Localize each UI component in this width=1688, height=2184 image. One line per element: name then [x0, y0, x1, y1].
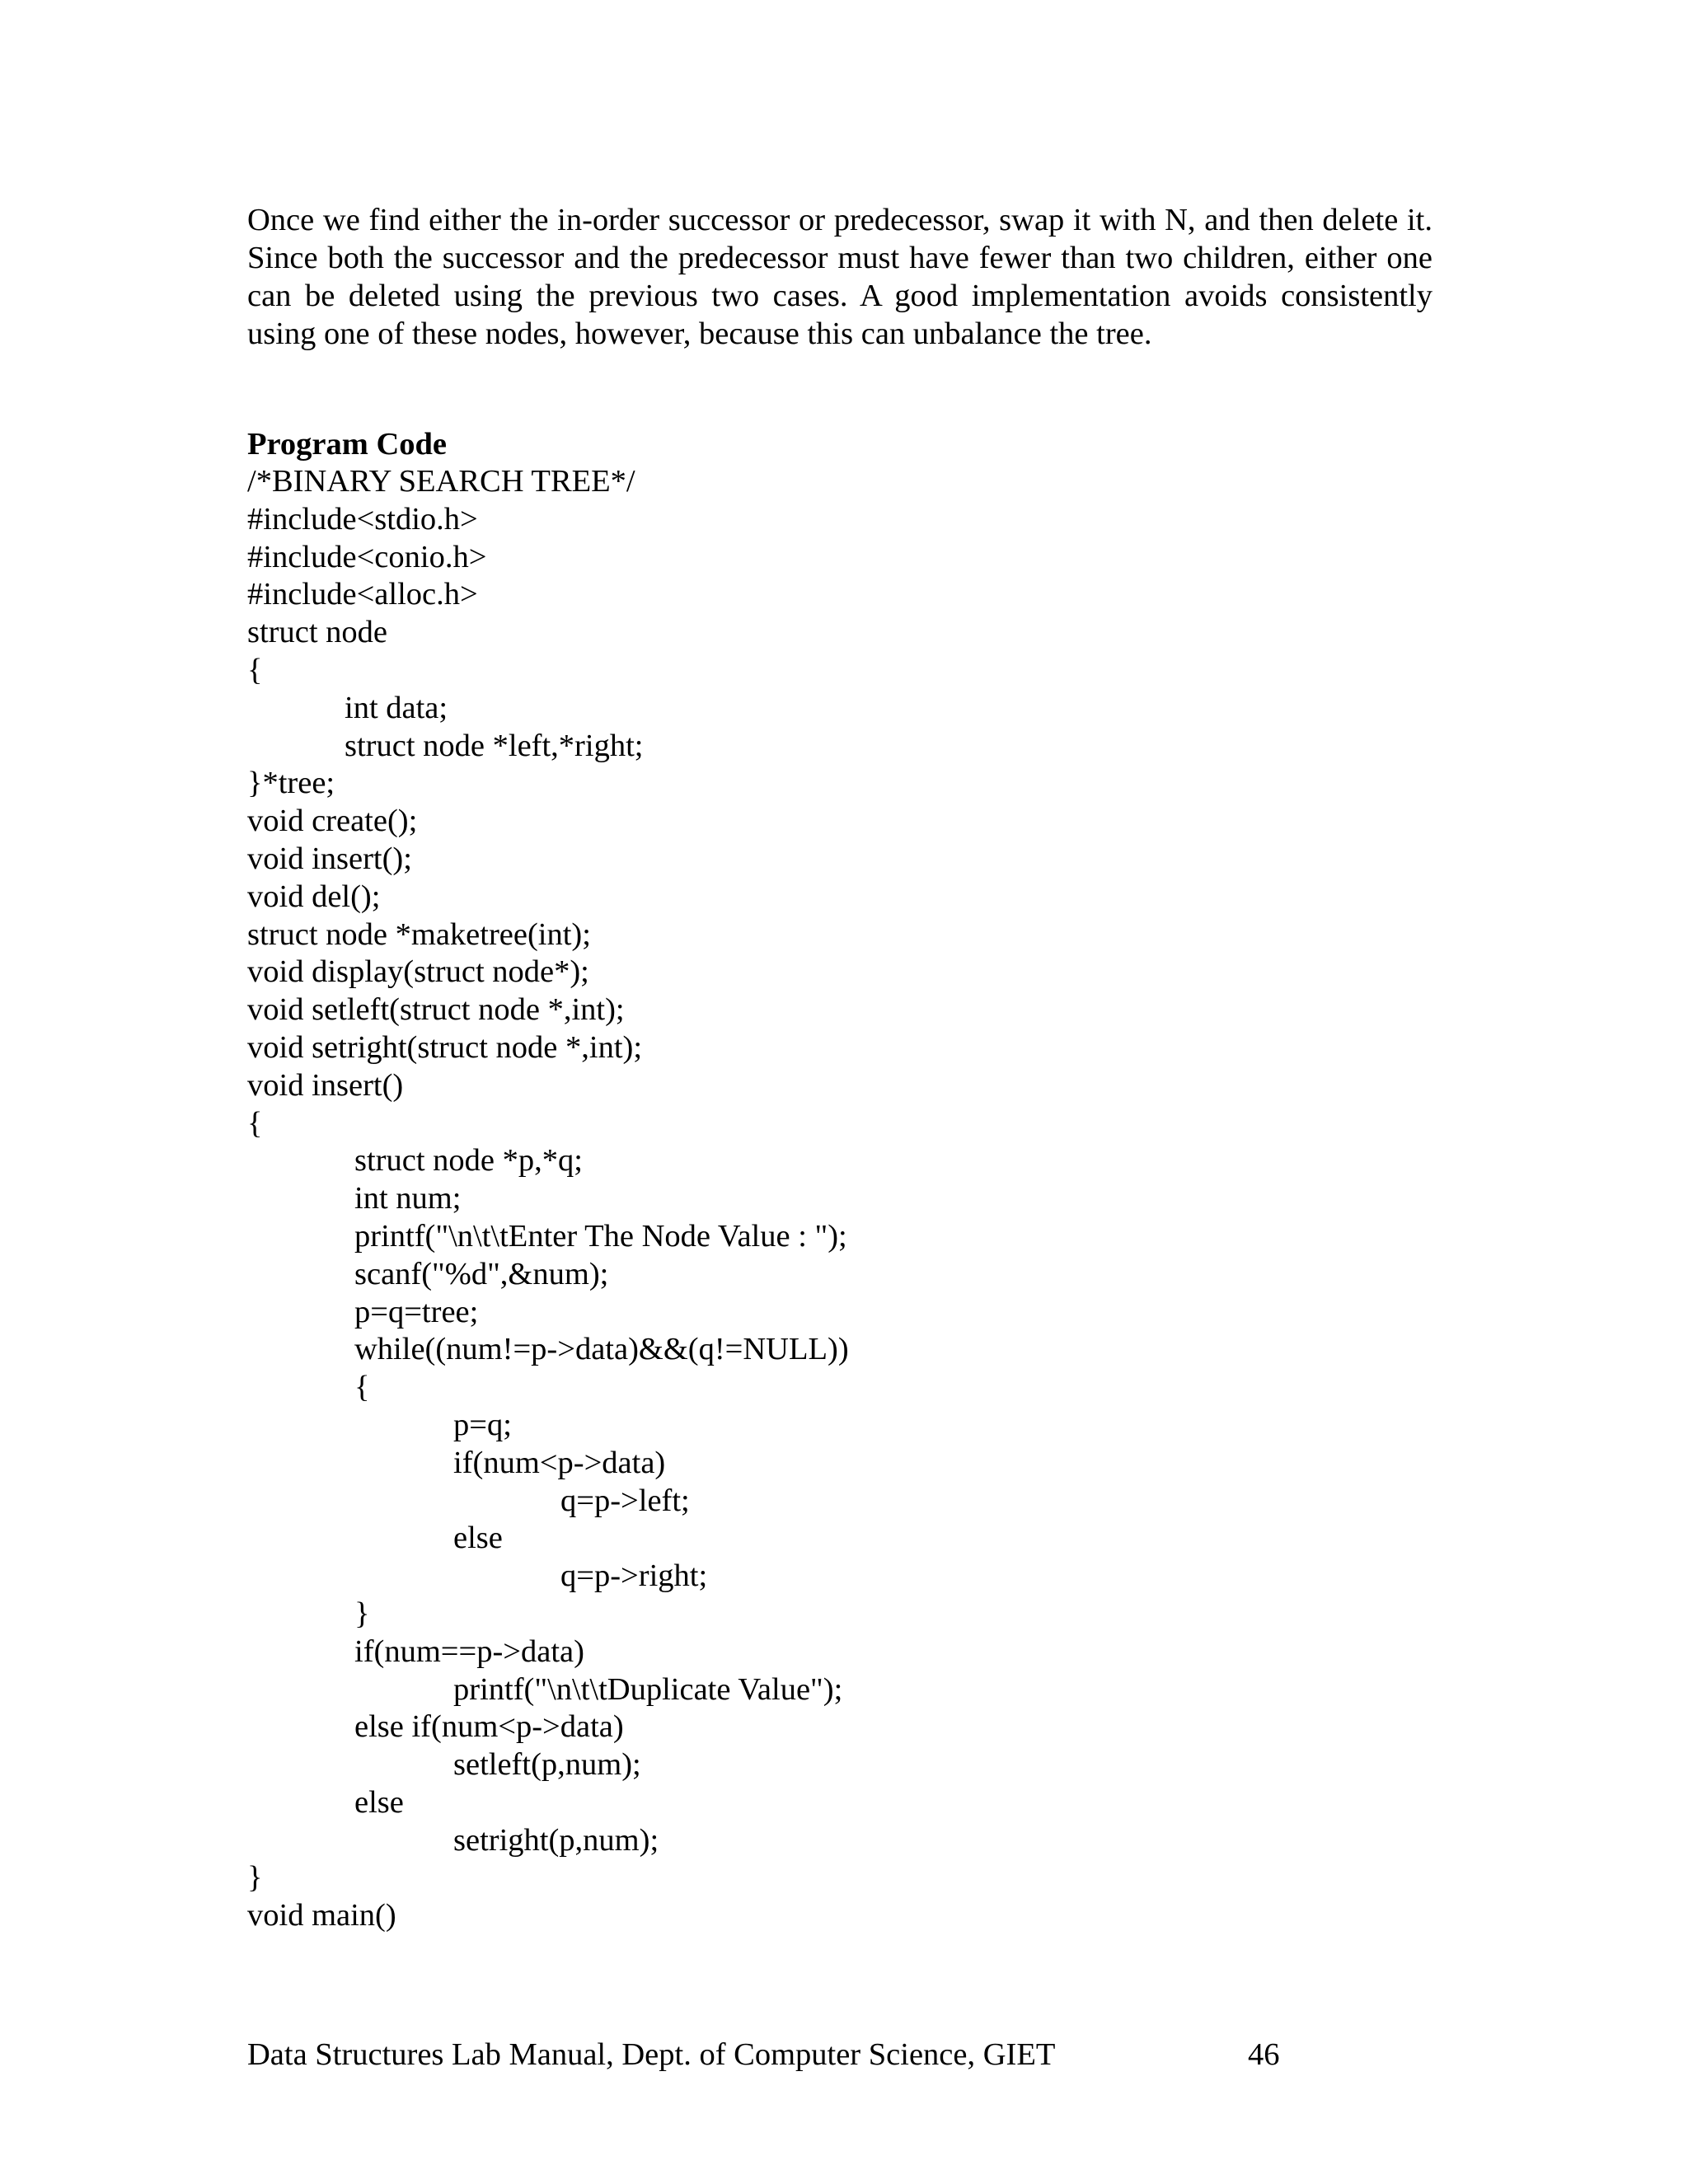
code-line: { — [354, 1370, 370, 1405]
intro-paragraph: Once we find either the in-order successor or predecessor, swap it with N, and then delete it. Since both the successor and the predecessor must have fewer than two children, either one can be deleted using the previous two cases. A good implementation avoids consistently using one of these nodes, however, because this can unbalance the tree. — [247, 203, 1432, 351]
code-line: struct node *left,*right; — [345, 728, 644, 763]
code-line: } — [247, 1860, 263, 1896]
code-line: p=q; — [453, 1407, 512, 1442]
code-line: }*tree; — [247, 766, 335, 801]
code-line: setleft(p,num); — [453, 1747, 641, 1783]
code-line: int data; — [345, 690, 448, 725]
section-heading: Program Code — [247, 427, 447, 462]
code-line: void main() — [247, 1898, 396, 1933]
code-line: /*BINARY SEARCH TREE*/ — [247, 464, 635, 499]
code-line: printf("\n\t\tDuplicate Value"); — [453, 1671, 843, 1707]
code-line: if(num==p->data) — [354, 1633, 584, 1669]
code-line: else — [354, 1784, 404, 1820]
code-line: } — [354, 1596, 370, 1631]
code-line: scanf("%d",&num); — [354, 1256, 609, 1291]
code-line: printf("\n\t\tEnter The Node Value : "); — [354, 1218, 847, 1254]
code-line: while((num!=p->data)&&(q!=NULL)) — [354, 1332, 849, 1367]
code-line: struct node *p,*q; — [354, 1143, 583, 1179]
page-number: 46 — [1248, 2037, 1280, 2072]
code-line: void insert() — [247, 1067, 404, 1103]
code-line: struct node — [247, 615, 387, 650]
code-line: p=q=tree; — [354, 1294, 479, 1329]
code-line: if(num<p->data) — [453, 1445, 666, 1480]
code-line: void create(); — [247, 804, 418, 839]
code-line: #include<alloc.h> — [247, 577, 478, 612]
code-line: q=p->right; — [560, 1558, 708, 1594]
footer-title: Data Structures Lab Manual, Dept. of Computer Science, GIET — [247, 2037, 1056, 2072]
code-line: setright(p,num); — [453, 1822, 659, 1858]
code-line: void del(); — [247, 879, 381, 914]
code-line: #include<stdio.h> — [247, 501, 478, 537]
code-line: int num; — [354, 1181, 462, 1216]
code-line: struct node *maketree(int); — [247, 916, 591, 952]
code-line: { — [247, 652, 263, 687]
code-line: void setright(struct node *,int); — [247, 1029, 643, 1065]
program-code-block — [247, 463, 849, 1935]
code-line: else if(num<p->data) — [354, 1709, 624, 1745]
code-line: q=p->left; — [560, 1483, 690, 1518]
code-line: void insert(); — [247, 841, 412, 876]
code-line: void display(struct node*); — [247, 954, 589, 990]
code-line: #include<conio.h> — [247, 539, 487, 574]
code-line: { — [247, 1105, 263, 1141]
code-line: void setleft(struct node *,int); — [247, 992, 625, 1028]
intro-section — [247, 201, 1432, 353]
code-line: else — [453, 1521, 503, 1556]
